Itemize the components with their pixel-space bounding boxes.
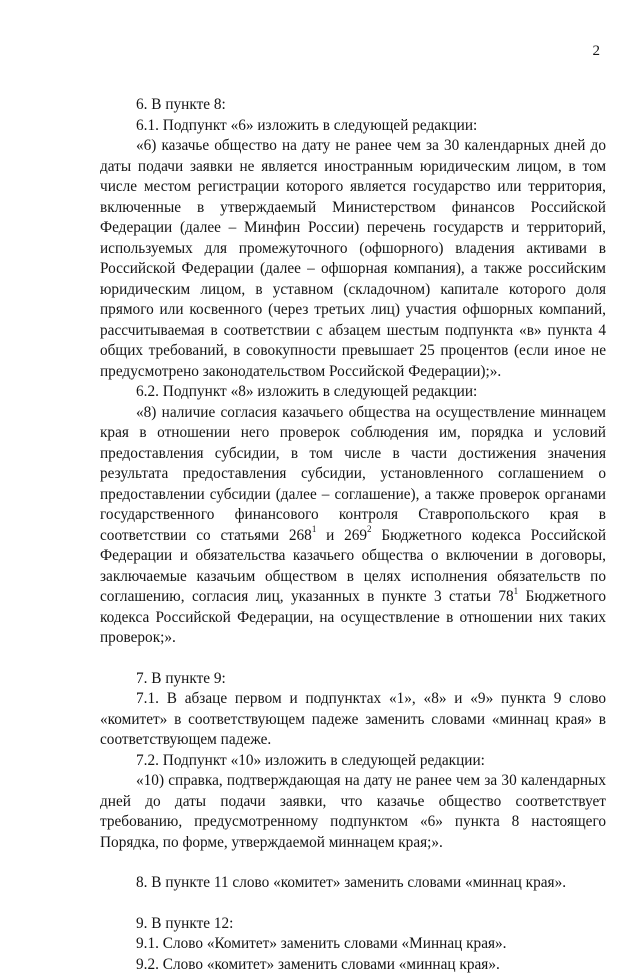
section-9-heading: 9. В пункте 12: [100,914,606,935]
superscript-268: 1 [312,524,317,534]
subsection-9-1: 9.1. Слово «Комитет» заменить словами «Миннац края». [100,934,606,955]
subparagraph-8-part-c: Бюджетного кодекса Российской Федерации и обязательства казачьего общества о включении в договоры, заключаемые казачьим обществом в целях исполнения обязательств по соглашению, согласия лиц, указанных в пункте 3 статьи 78 [100,527,606,606]
document-body [100,95,606,975]
subsection-9-2: 9.2. Слово «комитет» заменить словами «миннац края». [100,955,606,975]
subsection-6-2: 6.2. Подпункт «8» изложить в следующей редакции: [100,382,606,403]
subsection-7-2: 7.2. Подпункт «10» изложить в следующей редакции: [100,751,606,772]
subparagraph-10-text: «10) справка, подтверждающая на дату не ранее чем за 30 календарных дней до даты подачи заявки, что казачье общество соответствует требованию, предусмотренному подпунктом «6» пункта 8 настоящего Порядка, по форме, утверждаемой миннацем края;». [100,771,606,853]
spacer [100,894,606,914]
spacer [100,649,606,669]
superscript-269: 2 [367,524,372,534]
subparagraph-8-part-b: и 269 [316,527,367,544]
subparagraph-8-text [100,403,606,649]
subparagraph-8-part-a: «8) наличие согласия казачьего общества на осуществление миннацем края в отношении него проверок соблюдения им, порядка и условий предоставления субсидии, в том числе в части достижения значения результата предоставления субсидии, установленного соглашением о предоставлении субсидии (далее – соглашение), а также проверок органами государственного финансового контроля Ставропольского края в соответствии со статьями 268 [100,404,606,544]
section-7-heading: 7. В пункте 9: [100,669,606,690]
page-number: 2 [593,42,601,60]
subsection-7-1: 7.1. В абзаце первом и подпунктах «1», «8» и «9» пункта 9 слово «комитет» в соответствующем падеже заменить словами «миннац края» в соответствующем падеже. [100,689,606,751]
spacer [100,853,606,873]
subsection-6-1: 6.1. Подпункт «6» изложить в следующей редакции: [100,116,606,137]
section-8: 8. В пункте 11 слово «комитет» заменить словами «миннац края». [100,873,606,894]
subparagraph-6-text: «6) казачье общество на дату не ранее чем за 30 календарных дней до даты подачи заявки не является иностранным юридическим лицом, в том числе местом регистрации которого является государство или территория, включенные в утверждаемый Министерством финансов Российской Федерации (далее – Минфин России) перечень государств и территорий, используемых для промежуточного (офшорного) владения активами в Российской Федерации (далее – офшорная компания), а также российским юридическим лицом, в уставном (складочном) капитале которого доля прямого или косвенного (через третьих лиц) участия офшорных компаний, рассчитываемая в соответствии с абзацем шестым подпункта «в» пункта 4 общих требований, в совокупности превышает 25 процентов (если иное не предусмотрено законодательством Российской Федерации);». [100,136,606,382]
section-6-heading: 6. В пункте 8: [100,95,606,116]
superscript-78: 1 [514,586,519,596]
subparagraph-8-part-d: Бюджетного кодекса Российской Федерации, на осуществление в отношении них таких проверок;». [100,588,606,646]
